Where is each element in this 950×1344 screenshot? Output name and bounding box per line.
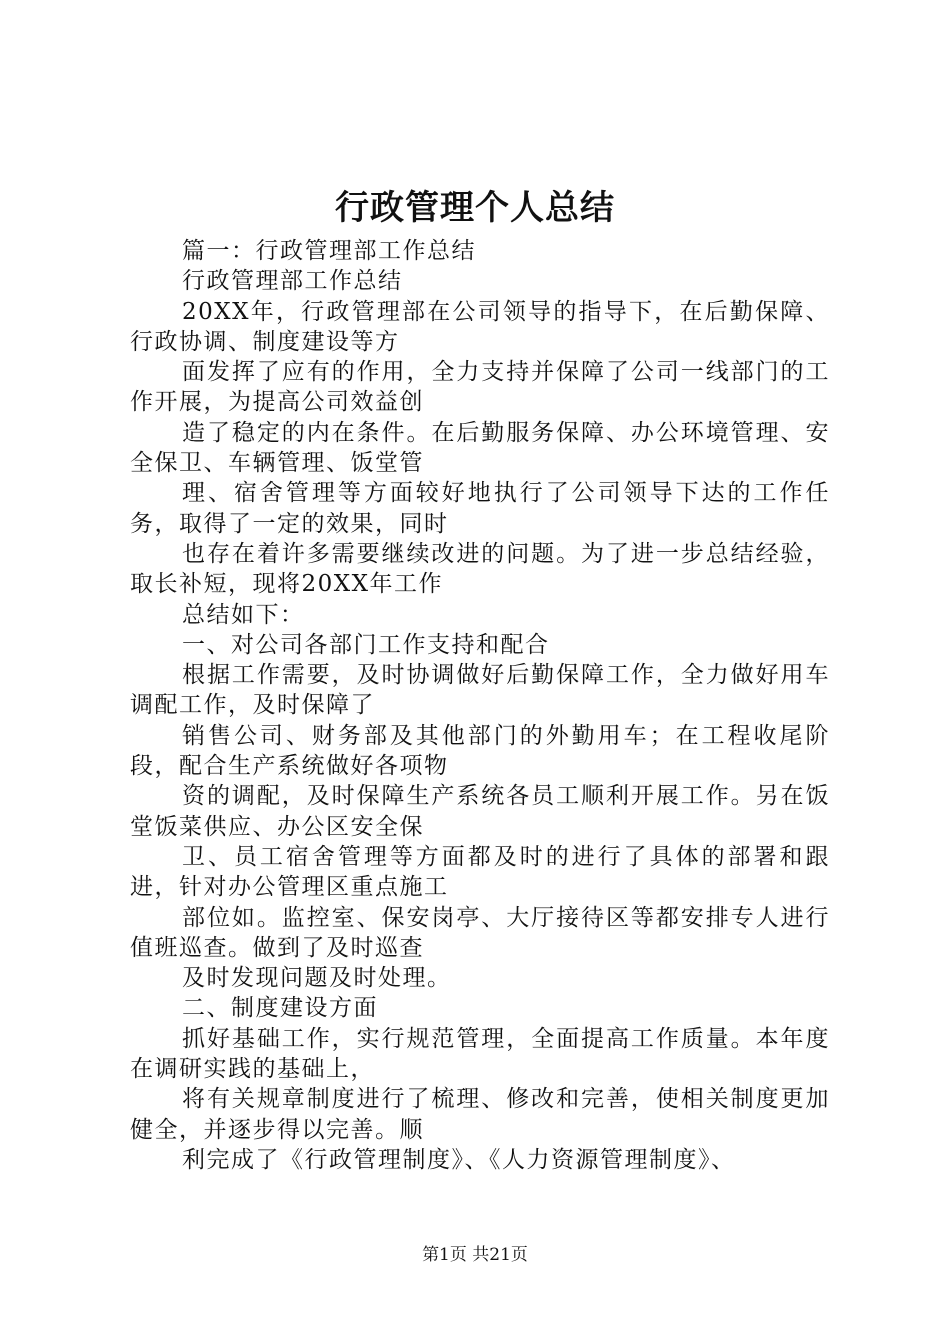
paragraph: 部位如。监控室、保安岗亭、大厅接待区等都安排专人进行值班巡查。做到了及时巡查	[130, 904, 830, 961]
paragraph: 根据工作需要，及时协调做好后勤保障工作，全力做好用车调配工作，及时保障了	[130, 662, 830, 719]
document-body	[130, 236, 830, 1175]
paragraph: 资的调配，及时保障生产系统各员工顺利开展工作。另在饭堂饭菜供应、办公区安全保	[130, 783, 830, 840]
paragraph: 将有关规章制度进行了梳理、修改和完善，使相关制度更加健全，并逐步得以完善。顺	[130, 1086, 830, 1143]
paragraph: 也存在着许多需要继续改进的问题。为了进一步总结经验，取长补短，现将20XX年工作	[130, 540, 830, 598]
paragraph: 抓好基础工作，实行规范管理，全面提高工作质量。本年度在调研实践的基础上，	[130, 1025, 830, 1083]
paragraph: 20XX年，行政管理部在公司领导的指导下，在后勤保障、行政协调、制度建设等方	[130, 298, 830, 355]
paragraph: 行政管理部工作总结	[182, 268, 403, 295]
paragraph: 及时发现问题及时处理。	[182, 965, 452, 992]
paragraph: 销售公司、财务部及其他部门的外勤用车；在工程收尾阶段，配合生产系统做好各项物	[130, 722, 830, 780]
page-number-footer: 第1页 共21页	[422, 1245, 528, 1265]
paragraph: 总结如下：	[182, 601, 305, 628]
paragraph: 面发挥了应有的作用，全力支持并保障了公司一线部门的工作开展，为提高公司效益创	[130, 359, 830, 416]
paragraph: 卫、员工宿舍管理等方面都及时的进行了具体的部署和跟进，针对办公管理区重点施工	[130, 843, 830, 901]
document-title: 行政管理个人总结	[335, 188, 615, 228]
paragraph: 理、宿舍管理等方面较好地执行了公司领导下达的工作任务，取得了一定的效果，同时	[130, 480, 830, 537]
paragraph: 利完成了《行政管理制度》、《人力资源管理制度》、	[182, 1146, 736, 1173]
paragraph: 篇一：行政管理部工作总结	[182, 238, 476, 264]
section-heading: 二、制度建设方面	[182, 995, 378, 1022]
paragraph: 造了稳定的内在条件。在后勤服务保障、办公环境管理、安全保卫、车辆管理、饭堂管	[130, 419, 830, 477]
section-heading: 一、对公司各部门工作支持和配合	[182, 631, 550, 658]
